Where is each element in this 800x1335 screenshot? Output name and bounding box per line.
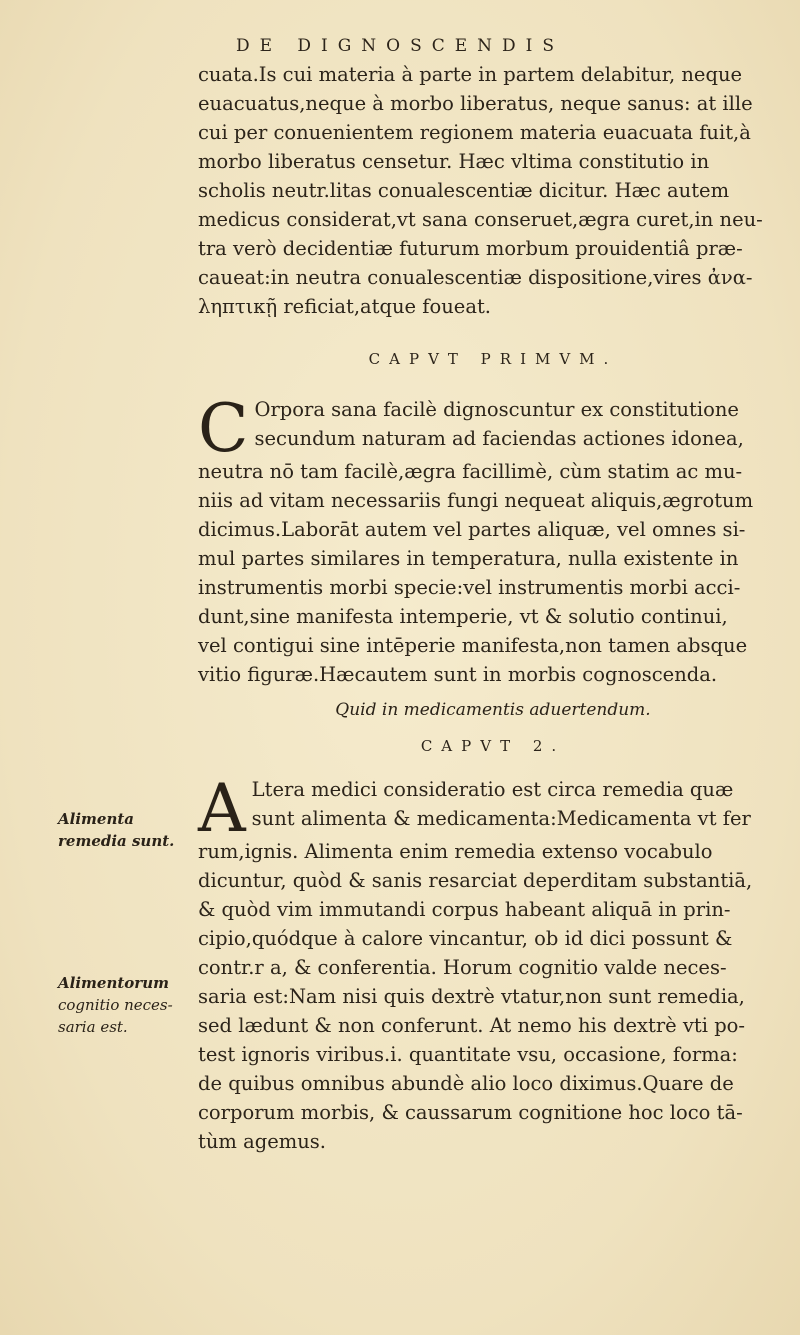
text-line: tra verò decidentiæ futurum morbum prouidentiâ præ- [198, 237, 743, 260]
drop-cap: C [198, 390, 249, 467]
paragraph-2 [198, 390, 788, 689]
text-line: morbo liberatus censetur. Hæc vltima constitutio in [198, 150, 710, 173]
drop-cap: A [198, 770, 246, 847]
text-line: Orpora sana facilè dignoscuntur ex constitutione [254, 398, 739, 421]
section-subtitle: Quid in medicamentis aduertendum. [335, 700, 651, 720]
text-line: Ltera medici consideratio est circa remedia quæ [251, 778, 734, 801]
text-line: scholis neutr.litas conualescentiæ dicitur. Hæc autem [198, 179, 730, 202]
text-line: & quòd vim immutandi corpus habeant aliquā in prin- [198, 898, 731, 921]
text-line: neutra nō tam facilè,ægra facillimè, cùm statim ac mu- [198, 460, 743, 483]
text-line: cui per conuenientem regionem materia euacuata fuit,à [198, 121, 751, 144]
text-line: test ignoris viribus.i. quantitate vsu, occasione, forma: [198, 1043, 738, 1066]
margin-note-line: Alimenta [58, 810, 135, 828]
text-line: instrumentis morbi specie:vel instrumentis morbi acci- [198, 576, 741, 599]
paragraph-1 [198, 60, 788, 321]
margin-note-line: remedia sunt. [58, 832, 175, 850]
margin-note-line: Alimentorum [58, 974, 169, 992]
text-line: caueat:in neutra conualescentiæ dispositione,vires ἀνα- [198, 266, 753, 289]
margin-note-alimenta [58, 808, 198, 852]
text-line: de quibus omnibus abundè alio loco diximus.Quare de [198, 1072, 734, 1095]
running-head: DE DIGNOSCENDIS [235, 36, 565, 56]
text-line: contr.r a, & conferentia. Horum cognitio valde neces- [198, 956, 727, 979]
chapter-2-heading: CAPVT 2. [420, 737, 566, 755]
text-line: sed lædunt & non conferunt. At nemo his dextrè vti po- [198, 1014, 746, 1037]
text-line: rum,ignis. Alimenta enim remedia extenso vocabulo [198, 840, 713, 863]
text-line: dunt,sine manifesta intemperie, vt & solutio continui, [198, 605, 728, 628]
paragraph-3 [198, 770, 788, 1156]
text-line: medicus considerat,vt sana conseruet,ægra curet,in neu- [198, 208, 763, 231]
margin-note-line: saria est. [58, 1018, 128, 1036]
text-line: cuata.Is cui materia à parte in partem delabitur, neque [198, 63, 743, 86]
text-line: corporum morbis, & caussarum cognitione hoc loco tā- [198, 1101, 743, 1124]
text-line: vel contigui sine intēperie manifesta,non tamen absque [198, 634, 748, 657]
text-line: vitio figuræ.Hæcautem sunt in morbis cognoscenda. [198, 663, 718, 686]
margin-note-line: cognitio neces- [58, 996, 173, 1014]
text-line: sunt alimenta & medicamenta:Medicamenta vt fer [251, 807, 751, 830]
text-line: cipio,quódque à calore vincantur, ob id dici possunt & [198, 927, 733, 950]
text-line: saria est:Nam nisi quis dextrè vtatur,non sunt remedia, [198, 985, 745, 1008]
text-line: dicuntur, quòd & sanis resarciat deperditam substantiā, [198, 869, 753, 892]
margin-note-alimentorum [58, 972, 198, 1038]
text-line: niis ad vitam necessariis fungi nequeat aliquis,ægrotum [198, 489, 754, 512]
text-line: tùm agemus. [198, 1130, 326, 1153]
text-line: dicimus.Laborāt autem vel partes aliquæ, vel omnes si- [198, 518, 746, 541]
text-line: mul partes similares in temperatura, nulla existente in [198, 547, 739, 570]
text-line: euacuatus,neque à morbo liberatus, neque sanus: at ille [198, 92, 753, 115]
text-line: secundum naturam ad faciendas actiones idonea, [254, 427, 744, 450]
chapter-1-heading: CAPVT PRIMVM. [368, 350, 618, 368]
text-line: ληπτικῇ reficiat,atque foueat. [198, 295, 492, 318]
